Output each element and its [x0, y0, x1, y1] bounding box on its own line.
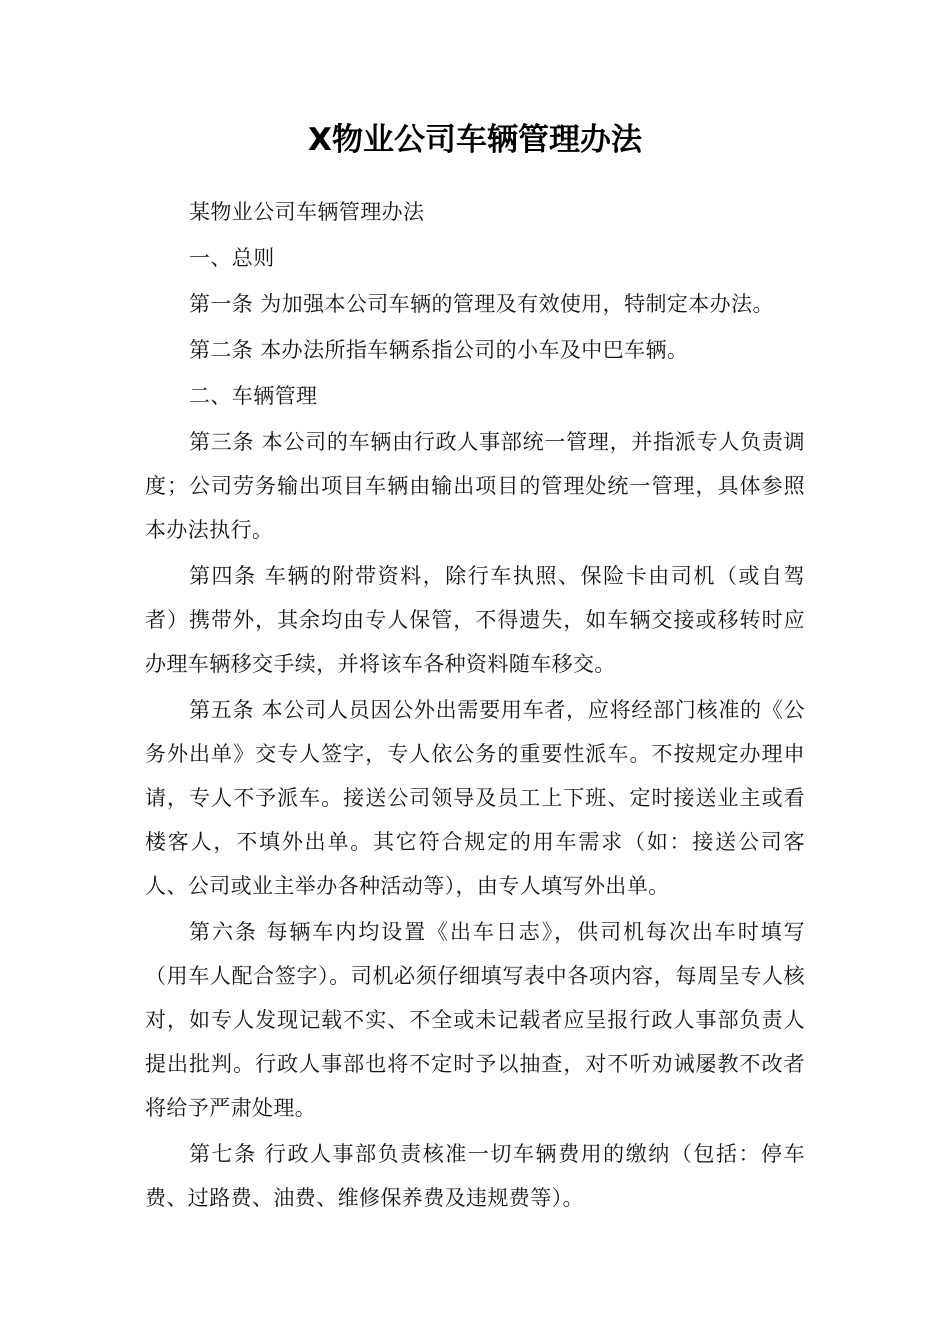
subtitle-paragraph: 某物业公司车辆管理办法	[189, 200, 425, 224]
document-title: X物业公司车辆管理办法	[308, 122, 642, 158]
article-7: 第七条 行政人事部负责核准一切车辆费用的缴纳（包括：停车费、过路费、油费、维修保养费及违规费等）。	[145, 1142, 805, 1210]
article-2: 第二条 本办法所指车辆系指公司的小车及中巴车辆。	[189, 338, 689, 362]
article-5: 第五条 本公司人员因公外出需要用车者，应将经部门核准的《公务外出单》交专人签字，专人依公务的重要性派车。不按规定办理申请，专人不予派车。接送公司领导及员工上下班、定时接送业主或看楼客人，不填外出单。其它符合规定的用车需求（如：接送公司客人、公司或业主举办各种活动等），由专人填写外出单。	[145, 698, 805, 898]
article-4: 第四条 车辆的附带资料，除行车执照、保险卡由司机（或自驾者）携带外，其余均由专人保管，不得遗失，如车辆交接或移转时应办理车辆移交手续，并将该车各种资料随车移交。	[145, 564, 805, 676]
article-1: 第一条 为加强本公司车辆的管理及有效使用，特制定本办法。	[189, 292, 774, 316]
article-3: 第三条 本公司的车辆由行政人事部统一管理，并指派专人负责调度；公司劳务输出项目车辆由输出项目的管理处统一管理，具体参照本办法执行。	[145, 430, 805, 542]
article-6: 第六条 每辆车内均设置《出车日志》，供司机每次出车时填写（用车人配合签字）。司机必须仔细填写表中各项内容，每周呈专人核对，如专人发现记载不实、不全或未记载者应呈报行政人事部负责人提出批判。行政人事部也将不定时予以抽查，对不听劝诫屡教不改者将给予严肃处理。	[145, 920, 805, 1120]
section-heading-vehicle-management: 二、车辆管理	[189, 384, 318, 408]
section-heading-general: 一、总则	[189, 246, 275, 270]
document-body	[145, 190, 805, 1220]
